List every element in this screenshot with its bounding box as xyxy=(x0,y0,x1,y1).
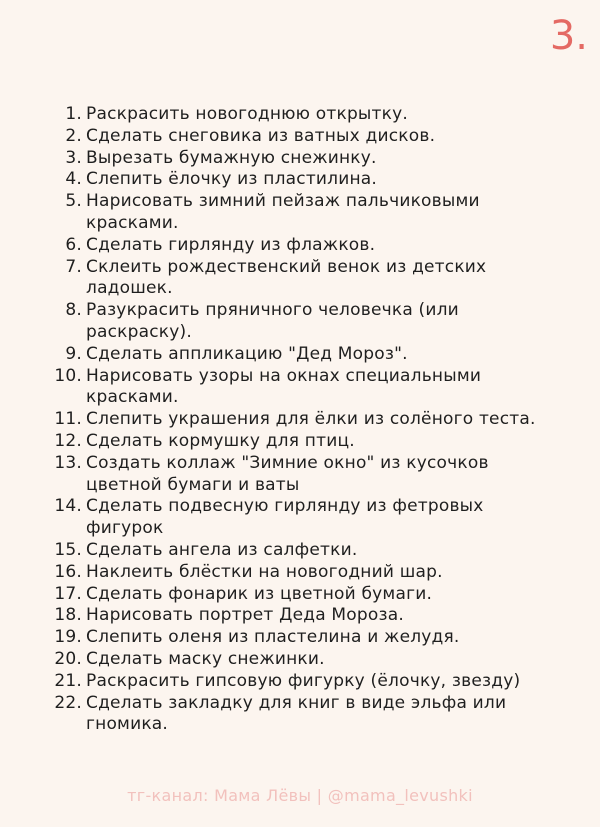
list-item xyxy=(0,235,600,257)
list-item-number: 3. xyxy=(65,147,82,168)
list-item-text: Сделать кормушку для птиц. xyxy=(86,430,355,451)
list-item-text: Сделать подвесную гирлянду из фетровых фигурок xyxy=(86,496,484,539)
list-item-number: 14. xyxy=(54,496,82,517)
page-number: 3. xyxy=(549,13,588,59)
list-item-number: 7. xyxy=(65,256,82,277)
list-item xyxy=(0,409,600,431)
list-item-text: Наклеить блёстки на новогодний шар. xyxy=(86,561,443,582)
list-item xyxy=(0,126,600,148)
list-item xyxy=(0,366,600,410)
list-item xyxy=(0,605,600,627)
list-item-text: Сделать аппликацию "Дед Мороз". xyxy=(86,343,408,364)
footer-credit: тг-канал: Мама Лёвы | @mama_levushki xyxy=(127,786,473,805)
list-item-number: 17. xyxy=(54,583,82,604)
list-item xyxy=(0,584,600,606)
list-item-number: 16. xyxy=(54,561,82,582)
list-item-text: Склеить рождественский венок из детских ладошек. xyxy=(86,256,487,299)
list-item xyxy=(0,540,600,562)
list-item-text: Сделать маску снежинки. xyxy=(86,648,325,669)
list-item xyxy=(0,344,600,366)
list-item-number: 12. xyxy=(54,430,82,451)
list-item xyxy=(0,431,600,453)
list-item-number: 2. xyxy=(65,125,82,146)
list-item xyxy=(0,627,600,649)
list-item xyxy=(0,693,600,737)
list-item-number: 15. xyxy=(54,539,82,560)
list-item-number: 8. xyxy=(65,300,82,321)
list-item xyxy=(0,104,600,126)
list-item-text: Сделать ангела из салфетки. xyxy=(86,539,358,560)
list-item-number: 10. xyxy=(54,365,82,386)
list-item xyxy=(0,562,600,584)
list-item-number: 6. xyxy=(65,234,82,255)
list-item-number: 11. xyxy=(54,409,82,430)
list-item-text: Разукрасить пряничного человечка (или раскраску). xyxy=(86,300,459,342)
list-item-text: Раскрасить новогоднюю открытку. xyxy=(86,104,408,124)
list-item-text: Сделать фонарик из цветной бумаги. xyxy=(86,583,433,604)
list-item xyxy=(0,300,600,344)
list-item-number: 22. xyxy=(54,692,82,713)
list-item-text: Нарисовать узоры на окнах специальными красками. xyxy=(86,365,482,408)
list-item-number: 13. xyxy=(54,452,82,473)
list-item xyxy=(0,496,600,540)
list-item xyxy=(0,453,600,497)
list-item-text: Сделать снеговика из ватных дисков. xyxy=(86,125,436,146)
list-item-number: 20. xyxy=(54,648,82,669)
list-item-text: Слепить оленя из пластелина и желудя. xyxy=(86,627,460,648)
list-item-number: 1. xyxy=(65,104,82,124)
list-item xyxy=(0,191,600,235)
list-item-number: 4. xyxy=(65,169,82,190)
list-item-text: Нарисовать портрет Деда Мороза. xyxy=(86,605,404,626)
list-item-number: 9. xyxy=(65,343,82,364)
list-item-number: 5. xyxy=(65,191,82,212)
list-item-text: Слепить ёлочку из пластилина. xyxy=(86,169,378,190)
list-item-text: Раскрасить гипсовую фигурку (ёлочку, звезду) xyxy=(86,670,521,691)
list-item-text: Вырезать бумажную снежинку. xyxy=(86,147,377,168)
list-item xyxy=(0,257,600,301)
list-item xyxy=(0,649,600,671)
list-item-text: Создать коллаж "Зимние окно" из кусочков цветной бумаги и ваты xyxy=(86,452,489,495)
list-item-text: Нарисовать зимний пейзаж пальчиковыми красками. xyxy=(86,191,480,233)
list-item xyxy=(0,671,600,693)
list-item-number: 19. xyxy=(54,627,82,648)
list-item-text: Слепить украшения для ёлки из солёного теста. xyxy=(86,409,536,430)
list-item-number: 18. xyxy=(54,605,82,626)
list-item-number: 21. xyxy=(54,670,82,691)
task-list xyxy=(0,104,600,736)
list-item xyxy=(0,169,600,191)
list-item-text: Сделать гирлянду из флажков. xyxy=(86,234,376,255)
list-item-text: Сделать закладку для книг в виде эльфа или гномика. xyxy=(86,692,507,735)
list-item xyxy=(0,148,600,170)
